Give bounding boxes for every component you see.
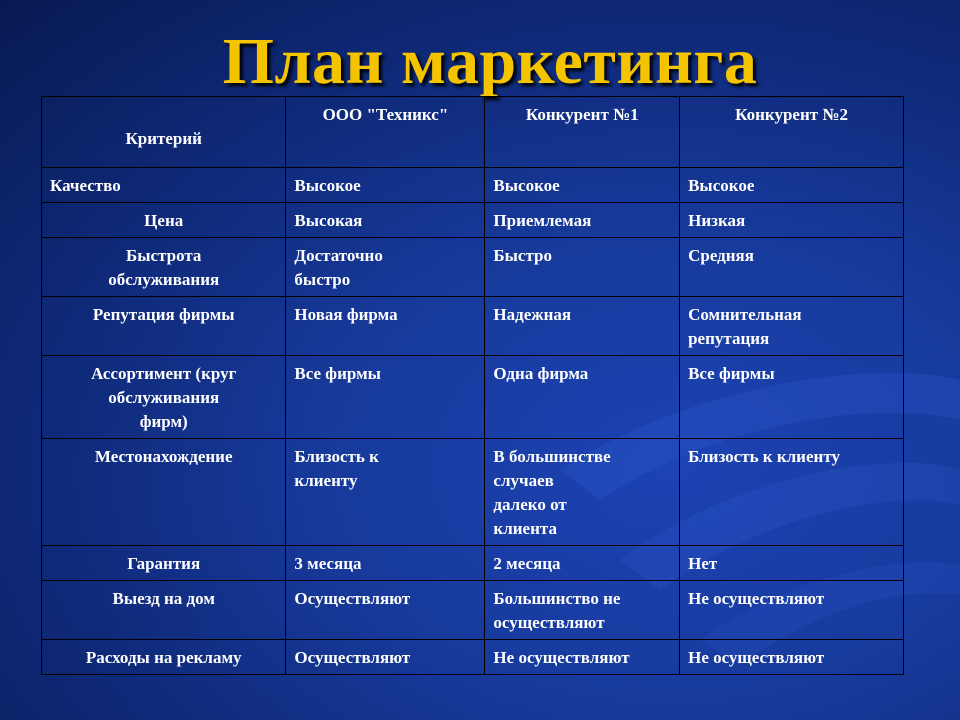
criterion-cell: Выезд на дом bbox=[42, 581, 286, 640]
technics-cell: Все фирмы bbox=[286, 356, 485, 439]
technics-cell: Осуществляют bbox=[286, 640, 485, 675]
criterion-cell: Быстрота обслуживания bbox=[42, 238, 286, 297]
competitor-1-cell: В большинстве случаев далеко от клиента bbox=[485, 439, 680, 546]
competitor-1-cell: Надежная bbox=[485, 297, 680, 356]
table-row bbox=[42, 203, 904, 238]
criterion-cell: Цена bbox=[42, 203, 286, 238]
competitor-2-cell: Сомнительная репутация bbox=[680, 297, 904, 356]
header-competitor-2: Конкурент №2 bbox=[680, 97, 904, 168]
competitor-2-cell: Низкая bbox=[680, 203, 904, 238]
table-row bbox=[42, 356, 904, 439]
technics-cell: Новая фирма bbox=[286, 297, 485, 356]
table-row bbox=[42, 168, 904, 203]
slide-title: План маркетинга bbox=[222, 25, 758, 98]
competitor-2-cell: Не осуществляют bbox=[680, 640, 904, 675]
technics-cell: Высокое bbox=[286, 168, 485, 203]
table-row bbox=[42, 297, 904, 356]
criterion-cell: Репутация фирмы bbox=[42, 297, 286, 356]
competitor-1-cell: Приемлемая bbox=[485, 203, 680, 238]
table-header-row bbox=[42, 97, 904, 168]
competitor-2-cell: Близость к клиенту bbox=[680, 439, 904, 546]
competitor-2-cell: Нет bbox=[680, 546, 904, 581]
criterion-cell: Гарантия bbox=[42, 546, 286, 581]
table-row bbox=[42, 439, 904, 546]
competitor-1-cell: Не осуществляют bbox=[485, 640, 680, 675]
competitor-1-cell: Большинство не осуществляют bbox=[485, 581, 680, 640]
competitor-1-cell: Одна фирма bbox=[485, 356, 680, 439]
technics-cell: 3 месяца bbox=[286, 546, 485, 581]
technics-cell: Осуществляют bbox=[286, 581, 485, 640]
competitor-1-cell: Быстро bbox=[485, 238, 680, 297]
table-row bbox=[42, 546, 904, 581]
table-row bbox=[42, 238, 904, 297]
header-technics: ООО "Техникс" bbox=[286, 97, 485, 168]
criterion-cell: Качество bbox=[42, 168, 286, 203]
marketing-plan-table bbox=[41, 96, 904, 675]
technics-cell: Достаточно быстро bbox=[286, 238, 485, 297]
table-row bbox=[42, 581, 904, 640]
technics-cell: Близость к клиенту bbox=[286, 439, 485, 546]
table-row bbox=[42, 640, 904, 675]
header-competitor-1: Конкурент №1 bbox=[485, 97, 680, 168]
header-criterion: Критерий bbox=[42, 97, 286, 168]
competitor-1-cell: Высокое bbox=[485, 168, 680, 203]
competitor-2-cell: Все фирмы bbox=[680, 356, 904, 439]
competitor-2-cell: Средняя bbox=[680, 238, 904, 297]
competitor-2-cell: Высокое bbox=[680, 168, 904, 203]
competitor-2-cell: Не осуществляют bbox=[680, 581, 904, 640]
criterion-cell: Расходы на рекламу bbox=[42, 640, 286, 675]
technics-cell: Высокая bbox=[286, 203, 485, 238]
criterion-cell: Ассортимент (круг обслуживания фирм) bbox=[42, 356, 286, 439]
criterion-cell: Местонахождение bbox=[42, 439, 286, 546]
competitor-1-cell: 2 месяца bbox=[485, 546, 680, 581]
